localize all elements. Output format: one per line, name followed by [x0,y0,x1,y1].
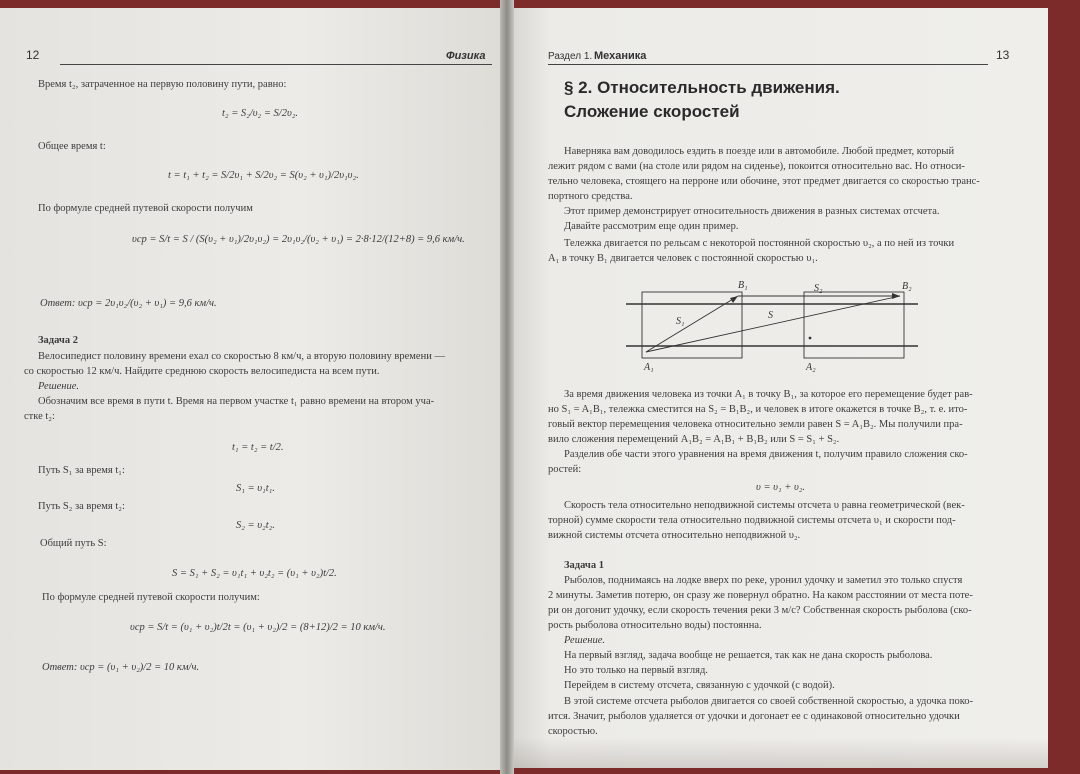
formula: υ = υ₁ + υ₂. [756,482,806,493]
text-line: Путь S₁ за время t₁: [38,465,125,476]
formula: S₂ = υ₂t₂. [236,520,275,531]
formula: S₁ = υ₁t₁. [236,483,275,494]
task-title: Задача 2 [38,335,78,346]
header-rule-right [548,64,988,65]
text-line: ри он догонит удочку, если скорость течения реки 3 м/с? Собственная скорость рыболова (ско- [548,605,972,616]
text-line: Велосипедист половину времени ехал со скоростью 8 км/ч, а вторую половину времени — [38,351,445,362]
text-line: На первый взгляд, задача вообще не решается, так как не дана скорость рыболова. [564,650,933,661]
text-line: портного средства. [548,191,633,202]
text-line: стке t₂: [24,411,55,422]
displacement-diagram [618,280,948,376]
task-title: Задача 1 [564,560,604,571]
header-title-right: Механика [594,50,647,62]
text-line: лежит рядом с вами (на столе или рядом на сиденье), покоится относительно вас. Но относи- [548,161,965,172]
text-line: Разделив обе части этого уравнения на время движения t, получим правило сложения ско- [564,449,968,460]
text-line: ится. Значит, рыболов удаляется от удочки и догонает ее с одинаковой относительно удочки [548,711,960,722]
text-line: скоростью. [548,726,598,737]
text-line: Тележка двигается по рельсам с некоторой постоянной скоростью υ₂, а по ней из точки [564,238,955,249]
formula: υср = S/t = (υ₁ + υ₂)t/2t = (υ₁ + υ₂)/2 = (8+12)/2 = 10 км/ч. [130,622,386,633]
section-heading-line2: Сложение скоростей [564,102,740,121]
page-number-right: 13 [996,48,1010,62]
marker-dot [809,337,812,340]
text-line: 2 минуты. Заметив потерю, он сразу же повернул обратно. На каком расстоянии от места поте- [548,590,973,601]
text-line: Этот пример демонстрирует относительность движения в разных системах отсчета. [564,206,940,217]
section-heading-line1: § 2. Относительность движения. [564,78,840,97]
label-b2: B₂ [902,281,912,292]
text-line: В этой системе отсчета рыболов двигается со своей собственной скоростью, а удочка поко- [564,696,974,707]
formula: t₁ = t₂ = t/2. [232,442,284,453]
book-gutter [500,0,514,774]
answer: Ответ: υср = 2υ₁υ₂/(υ₂ + υ₁) = 9,6 км/ч. [40,298,217,309]
text-line: Время t₂, затраченное на первую половину пути, равно: [38,79,287,90]
text-line: Общее время t: [38,141,106,152]
header-title-left: Физика [446,50,486,62]
text-line: ростей: [548,464,582,475]
text-line: торной) сумме скорости тела относительно подвижной системы отсчета υ₁ и скорости под- [548,515,956,526]
text-line: тельно человека, стоящего на перроне или обочине, этот предмет двигается со скоростью транс- [548,176,980,187]
header-rule-left [60,64,492,65]
left-page [0,8,505,770]
text-line: Путь S₂ за время t₂: [38,501,125,512]
text-line: Давайте рассмотрим еще один пример. [564,221,739,232]
text-line: вило сложения перемещений A₁B₂ = A₁B₁ + B₁B₂ или S = S₁ + S₂. [548,434,840,445]
page-shadow [508,738,1048,768]
solution-label: Решение. [38,381,80,392]
text-line: Но это только на первый взгляд. [564,665,708,676]
formula: t₂ = S₂/υ₂ = S/2υ₂. [222,108,299,119]
formula: t = t₁ + t₂ = S/2υ₁ + S/2υ₂ = S(υ₂ + υ₁)/2υ₁υ₂. [168,170,359,181]
header-section-right: Раздел 1. [548,51,593,62]
text-line: По формуле средней путевой скорости получим: [42,592,260,603]
formula: υср = S/t = S / (S(υ₂ + υ₁)/2υ₁υ₂) = 2υ₁υ₂/(υ₂ + υ₁) = 2·8·12/(12+8) = 9,6 км/ч. [132,234,465,245]
text-line: Скорость тела относительно неподвижной системы отсчета υ равна геометрической (век- [564,500,965,511]
text-line: За время движения человека из точки A₁ в точку B₁, за которое его перемещение будет рав- [564,389,973,400]
page-number-left: 12 [26,48,40,62]
text-line: рость рыболова относительно воды) постоянна. [548,620,762,631]
label-a2: A₂ [806,362,816,373]
text-line: A₁ в точку B₁ двигается человек с постоянной скоростью υ₁. [548,253,818,264]
label-s: S [768,310,773,321]
arrowhead-s1 [730,296,738,303]
label-s2: S₂ [814,283,823,294]
label-s1: S₁ [676,316,685,327]
text-line: но S₁ = A₁B₁, тележка сместится на S₂ = B₁B₂, и человек в итоге окажется в точке B₂, т. е. ито- [548,404,968,415]
text-line: Перейдем в систему отсчета, связанную с удочкой (с водой). [564,680,835,691]
text-line: со скоростью 12 км/ч. Найдите среднюю скорость велосипедиста на всем пути. [24,366,380,377]
answer: Ответ: υср = (υ₁ + υ₂)/2 = 10 км/ч. [42,662,200,673]
cart-end [804,292,904,358]
text-line: Обозначим все время в пути t. Время на первом участке t₁ равно времени на втором уча- [38,396,435,407]
cart-start [642,292,742,358]
text-line: вижной системы отсчета относительно неподвижной υ₂. [548,530,801,541]
right-page [508,8,1048,768]
text-line: Рыболов, поднимаясь на лодке вверх по реке, уронил удочку и заметил это только спустя [564,575,963,586]
text-line: Общий путь S: [40,538,107,549]
text-line: Наверняка вам доводилось ездить в поезде или в автомобиле. Любой предмет, который [564,146,955,157]
text-line: По формуле средней путевой скорости получим [38,203,253,214]
label-b1: B₁ [738,280,748,291]
text-line: говый вектор перемещения человека относительно земли равен S = A₁B₂. Мы получили пра- [548,419,963,430]
formula: S = S₁ + S₂ = υ₁t₁ + υ₂t₂ = (υ₁ + υ₂)t/2. [172,568,337,579]
label-a1: A₁ [644,362,654,373]
solution-label: Решение. [564,635,606,646]
